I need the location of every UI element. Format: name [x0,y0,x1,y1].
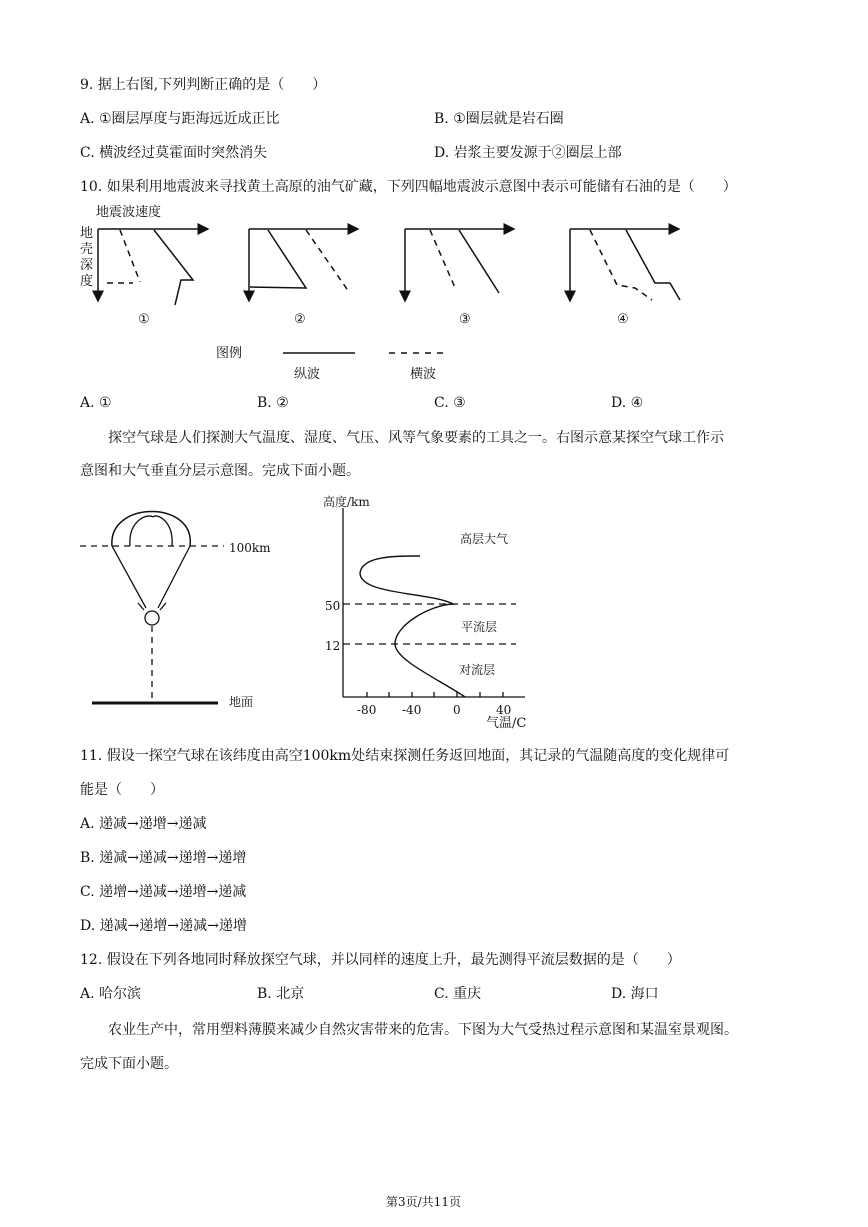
chart-x-tick-40: 40 [496,703,512,717]
layer-label-stratosphere: 平流层 [461,620,498,634]
q11-stem-line1: 11. 假设一探空气球在该纬度由高空100km处结束探测任务返回地面，其记录的气温随高度的变化规律可 [80,748,730,764]
passage2-line2: 完成下面小题。 [80,1056,178,1072]
q11-option-b: B. 递减→递减→递增→递增 [80,850,247,866]
q9-option-b: B. ①圈层就是岩石圈 [434,111,564,127]
q12-option-c: C. 重庆 [434,986,482,1002]
balloon-height-label: 100km [229,541,271,555]
q10-option-b: B. ② [257,395,289,411]
balloon-diagram [80,512,224,704]
panel-label-2: ② [294,312,306,327]
q10-option-a: A. ① [80,395,112,411]
legend-title: 图例 [216,346,243,361]
q11-option-c: C. 递增→递减→递增→递减 [80,884,247,900]
layer-label-troposphere: 对流层 [459,663,496,677]
q9-stem: 9. 据上右图,下列判断正确的是（ ） [80,77,327,93]
q10-stem: 10. 如果利用地震波来寻找黄土高原的油气矿藏，下列四幅地震波示意图中表示可能储有石油的是（ ） [80,179,737,195]
passage2-line1: 农业生产中，常用塑料薄膜来减少自然灾害带来的危害。下图为大气受热过程示意图和某温室景观图。 [108,1022,738,1038]
q12-option-d: D. 海口 [611,986,659,1002]
q11-option-a: A. 递减→递增→递减 [80,816,207,832]
q9-option-c: C. 横波经过莫霍面时突然消失 [80,145,268,161]
layer-label-upper: 高层大气 [460,532,509,546]
panel-label-4: ④ [617,312,629,327]
sensor-package [145,611,159,625]
page-footer: 第3页/共11页 [386,1195,461,1209]
panel-label-1: ① [138,312,150,327]
q11-stem-line2: 能是（ ） [80,782,164,798]
legend-p-wave-label: 纵波 [294,367,321,382]
x-tick-marks [367,692,503,697]
panel-label-3: ③ [459,312,471,327]
temperature-curve [360,556,465,697]
q12-option-b: B. 北京 [257,986,305,1002]
chart-x-tick-neg40: -40 [402,703,422,717]
q10-axis-x-label: 地震波速度 [96,205,162,220]
legend-s-wave-label: 横波 [410,367,437,382]
q12-option-a: A. 哈尔滨 [80,986,142,1002]
q9-option-a: A. ①圈层厚度与距海远近成正比 [80,111,280,127]
ground-label: 地面 [229,695,254,709]
q9-option-d: D. 岩浆主要发源于②圈层上部 [434,145,622,161]
chart-x-label: 气温/C [486,716,527,731]
chart-y-tick-50: 50 [325,599,341,613]
q11-option-d: D. 递减→递增→递减→递增 [80,918,247,934]
chart-x-tick-0: 0 [453,703,461,717]
q12-stem: 12. 假设在下列各地同时释放探空气球，并以同样的速度上升，最先测得平流层数据的是（ ） [80,952,681,968]
passage1-line1: 探空气球是人们探测大气温度、湿度、气压、风等气象要素的工具之一。右图示意某探空气球工作示 [108,430,724,446]
q10-axis-y-label: 地壳深度 [80,226,94,289]
chart-y-tick-12: 12 [325,639,341,653]
q10-option-d: D. ④ [611,395,644,411]
passage1-line2: 意图和大气垂直分层示意图。完成下面小题。 [80,463,360,479]
chart-x-tick-neg80: -80 [357,703,377,717]
chart-y-label: 高度/km [323,495,370,509]
q10-option-c: C. ③ [434,395,466,411]
